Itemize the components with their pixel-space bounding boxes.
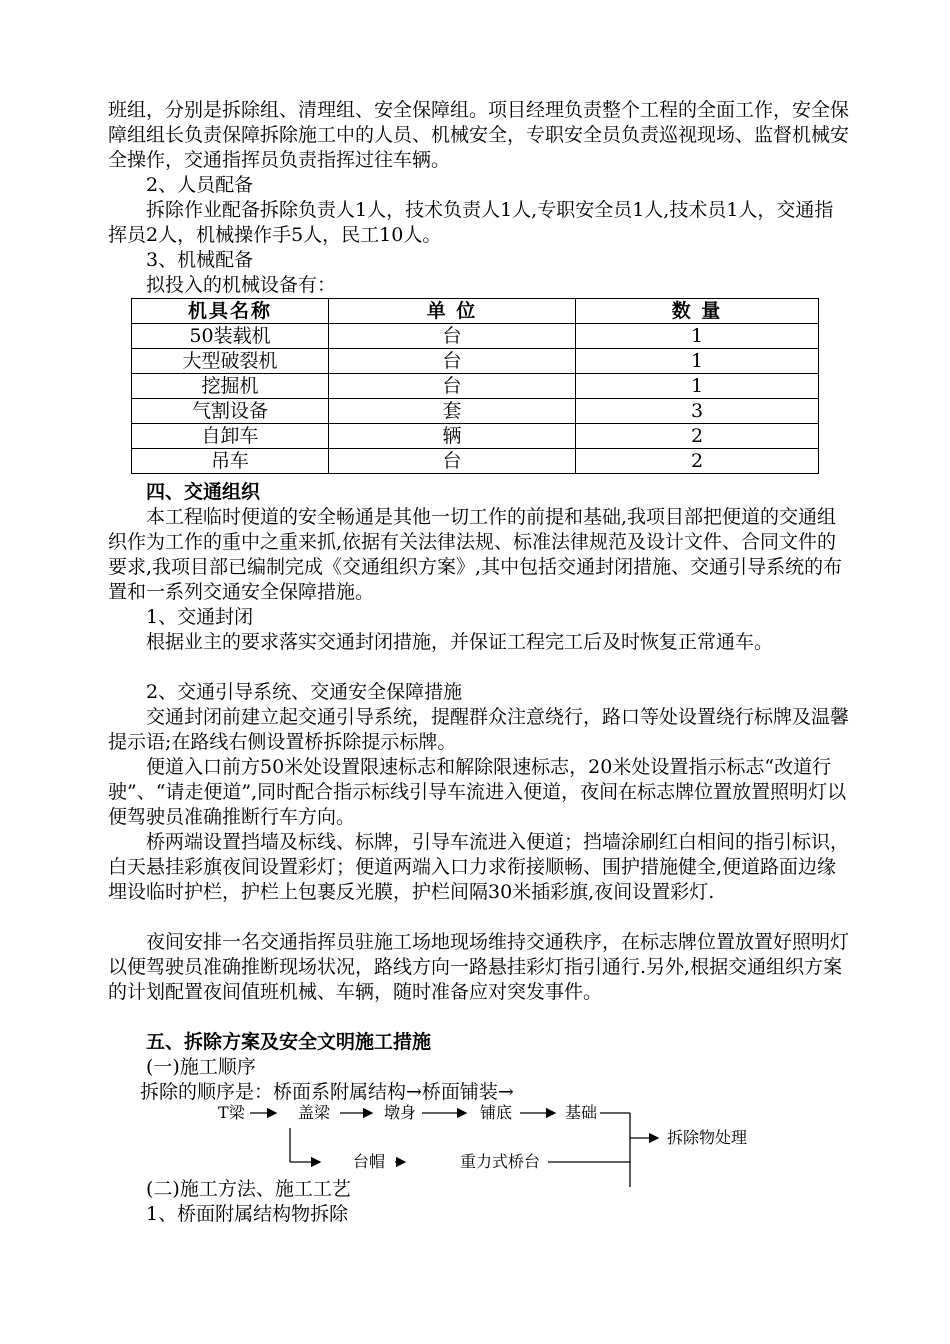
table-cell: 1	[576, 324, 819, 349]
header-cell: 机具名称	[132, 299, 329, 324]
table-cell: 3	[576, 399, 819, 424]
traffic-guidance-p2: 便道入口前方50米处设置限速标志和解除限速标志，20米处设置指示标志“改道行驶”、“请走便道”,同时配合指示标线引导车流进入便道，夜间在标志牌位置放置照明灯以便驾驶员准确推断行车方向。	[108, 756, 847, 828]
table-cell: 辆	[329, 424, 576, 449]
table-cell: 1	[576, 374, 819, 399]
table-cell: 台	[329, 324, 576, 349]
table-cell: 50装载机	[132, 324, 329, 349]
traffic-guidance-heading: 2、交通引导系统、交通安全保障措施	[146, 681, 463, 703]
table-cell: 吊车	[132, 449, 329, 474]
header-cell: 数 量	[576, 299, 819, 324]
traffic-closure-heading: 1、交通封闭	[146, 606, 254, 628]
flow-node-abutment-cap: 台帽	[353, 1152, 386, 1171]
flow-node-cap-beam: 盖梁	[298, 1103, 331, 1122]
table-cell: 自卸车	[132, 424, 329, 449]
intro-paragraph: 班组，分别是拆除组、清理组、安全保障组。项目经理负责整个工程的全面工作，安全保障组组长负责保障拆除施工中的人员、机械安全，专职安全员负责巡视现场、监督机械安全操作，交通指挥员负责指挥过往车辆。	[108, 99, 850, 171]
table-cell: 气割设备	[132, 399, 329, 424]
section-5-title: 五、拆除方案及安全文明施工措施	[146, 1031, 432, 1053]
flow-node-bed: 铺底	[480, 1103, 513, 1122]
personnel-heading: 2、人员配备	[146, 174, 254, 196]
table-cell: 2	[576, 424, 819, 449]
demolition-order-text: 拆除的顺序是：桥面系附属结构→桥面铺装→	[140, 1081, 514, 1103]
deck-attachment-removal-heading: 1、桥面附属结构物拆除	[146, 1203, 349, 1225]
construction-sequence-heading: (一)施工顺序	[146, 1056, 256, 1078]
section-4-paragraph: 本工程临时便道的安全畅通是其他一切工作的前提和基础,我项目部把便道的交通组织作为工作的重中之重来抓,依据有关法律法规、标准法律规范及设计文件、合同文件的要求,我项目部已编制完成《交通组织方案》,其中包括交通封闭措施、交通引导系统的布置和一系列交通安全保障措施。	[108, 506, 843, 603]
table-cell: 大型破裂机	[132, 349, 329, 374]
table-cell: 台	[329, 449, 576, 474]
construction-method-heading: (二)施工方法、施工工艺	[146, 1178, 351, 1200]
table-cell: 台	[329, 349, 576, 374]
flow-node-foundation: 基础	[565, 1103, 598, 1122]
flow-node-t-beam: T梁	[218, 1103, 245, 1122]
flow-node-debris-disposal: 拆除物处理	[667, 1128, 748, 1147]
table-cell: 2	[576, 449, 819, 474]
header-cell: 单 位	[329, 299, 576, 324]
traffic-guidance-p3: 桥两端设置挡墙及标线、标牌，引导车流进入便道；挡墙涂刷红白相间的指引标识，白天悬挂彩旗夜间设置彩灯；便道两端入口力求衔接顺畅、围护措施健全,便道路面边缘埋设临时护栏，护栏上包裹反光膜，护栏间隔30米插彩旗,夜间设置彩灯.	[108, 831, 850, 903]
table-cell: 台	[329, 374, 576, 399]
personnel-text: 拆除作业配备拆除负责人1人，技术负责人1人,专职安全员1人,技术员1人，交通指挥员2人，机械操作手5人，民工10人。	[108, 199, 834, 246]
table-cell: 套	[329, 399, 576, 424]
table-cell: 1	[576, 349, 819, 374]
machinery-heading: 3、机械配备	[146, 249, 254, 271]
section-4-title: 四、交通组织	[146, 481, 261, 503]
table-cell: 挖掘机	[132, 374, 329, 399]
flow-node-gravity-abutment: 重力式桥台	[460, 1152, 541, 1171]
traffic-closure-text: 根据业主的要求落实交通封闭措施，并保证工程完工后及时恢复正常通车。	[146, 631, 774, 653]
flow-node-pier: 墩身	[384, 1103, 417, 1122]
machinery-intro: 拟投入的机械设备有：	[146, 274, 337, 296]
traffic-guidance-p1: 交通封闭前建立起交通引导系统，提醒群众注意绕行，路口等处设置绕行标牌及温馨提示语;在路线右侧设置桥拆除提示标牌。	[108, 706, 850, 753]
traffic-guidance-p4: 夜间安排一名交通指挥员驻施工场地现场维持交通秩序，在标志牌位置放置好照明灯以便驾驶员准确推断现场状况，路线方向一路悬挂彩灯指引通行.另外,根据交通组织方案的计划配置夜间值班机械、车辆，随时准备应对突发事件。	[108, 931, 850, 1003]
